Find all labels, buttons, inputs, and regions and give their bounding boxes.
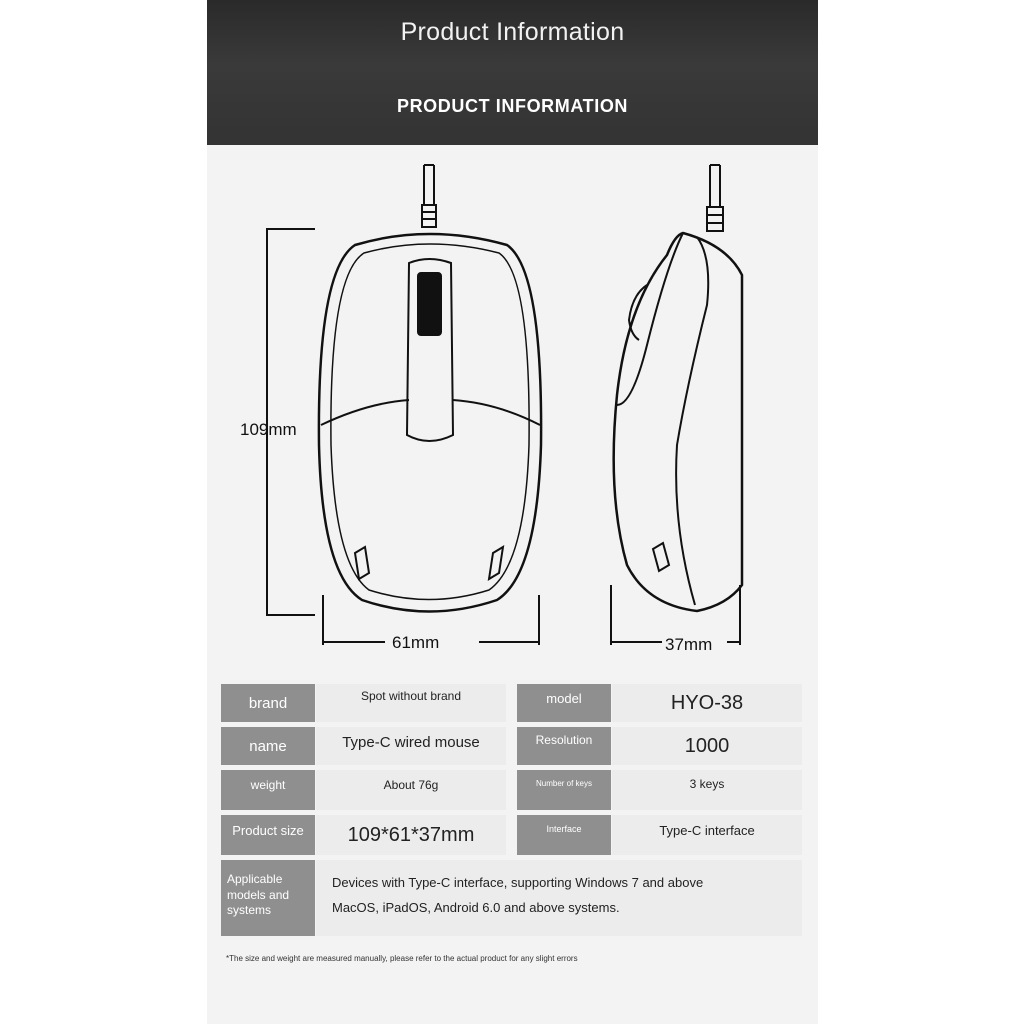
brand-value: Spot without brand [316, 684, 506, 722]
mouse-top-view [267, 165, 541, 645]
model-value: HYO-38 [612, 684, 802, 722]
header-banner [207, 0, 818, 145]
applicable-line-2: MacOS, iPadOS, Android 6.0 and above systems. [332, 900, 620, 915]
weight-label: weight [221, 770, 315, 810]
model-label: model [517, 684, 611, 722]
width-dimension-label: 61mm [392, 633, 440, 652]
mouse-side-view [611, 165, 742, 645]
weight-value: About 76g [316, 770, 506, 810]
applicable-systems-value [316, 860, 802, 936]
applicable-line-1: Devices with Type-C interface, supporting Windows 7 and above [332, 875, 704, 890]
page-title: Product Information [400, 18, 625, 46]
interface-label: Interface [517, 815, 611, 855]
mouse-dimension-diagram [207, 145, 818, 675]
page-subtitle: PRODUCT INFORMATION [396, 96, 629, 116]
applicable-systems-label: Applicable models and systems [221, 860, 315, 936]
name-label: name [221, 727, 315, 765]
number-of-keys-value: 3 keys [612, 770, 802, 810]
resolution-label: Resolution [517, 727, 611, 765]
height-dimension-label: 109mm [240, 420, 297, 439]
footnote: *The size and weight are measured manually, please refer to the actual product for any slight errors [226, 954, 578, 963]
number-of-keys-label: Number of keys [517, 770, 611, 810]
product-size-value: 109*61*37mm [316, 815, 506, 855]
name-value: Type-C wired mouse [316, 727, 506, 765]
brand-label: brand [221, 684, 315, 722]
depth-dimension-label: 37mm [665, 635, 713, 654]
product-size-label: Product size [221, 815, 315, 855]
interface-value: Type-C interface [612, 815, 802, 855]
resolution-value: 1000 [612, 727, 802, 765]
